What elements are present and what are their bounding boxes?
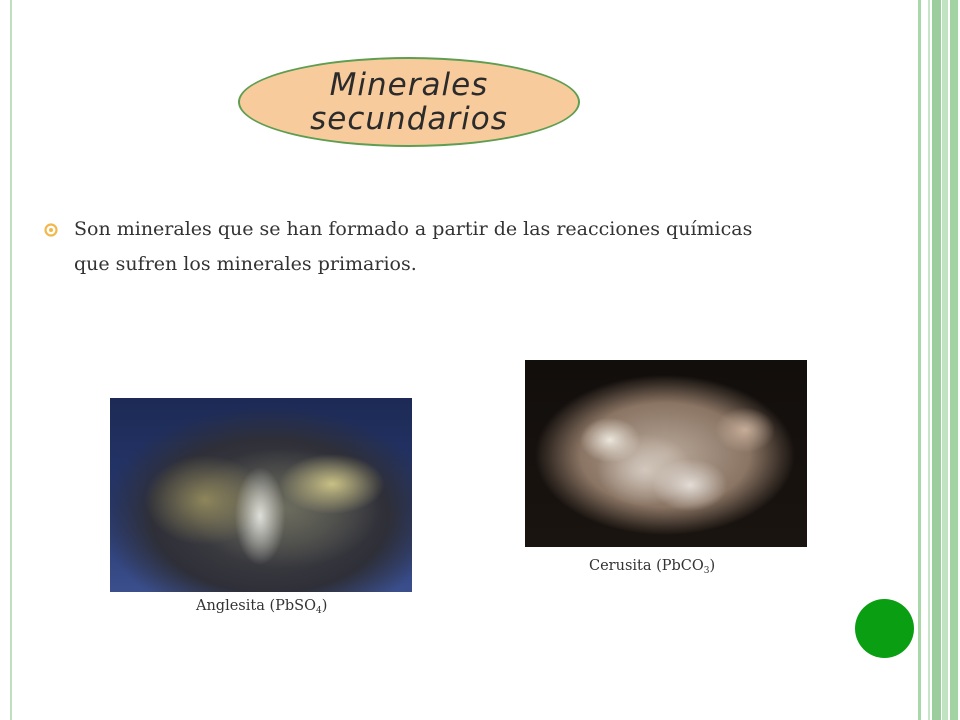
cerusita-photo xyxy=(525,360,807,547)
stripe xyxy=(950,0,958,720)
anglesita-caption xyxy=(196,598,327,614)
anglesita-photo xyxy=(110,398,412,592)
caption-subscript: 4 xyxy=(316,606,322,616)
green-circle-icon xyxy=(855,599,914,658)
caption-end: ) xyxy=(709,558,716,574)
stripe xyxy=(918,0,921,720)
bullet-text: Son minerales que se han formado a partir de las reacciones químicas que sufren los minerales primarios. xyxy=(74,218,753,275)
caption-end: ) xyxy=(321,598,328,614)
slide-title: Minerales secundarios xyxy=(310,67,508,137)
stripe xyxy=(942,0,948,720)
title-ellipse xyxy=(238,57,580,147)
right-decorative-stripes xyxy=(918,0,960,720)
cerusita-caption xyxy=(589,558,715,574)
stripe xyxy=(928,0,930,720)
caption-name: Cerusita (PbCO xyxy=(589,558,704,574)
left-border-line xyxy=(10,0,12,720)
caption-name: Anglesita (PbSO xyxy=(196,598,316,614)
caption-subscript: 3 xyxy=(703,566,710,576)
stripe xyxy=(932,0,941,720)
bullet-icon xyxy=(44,223,58,237)
